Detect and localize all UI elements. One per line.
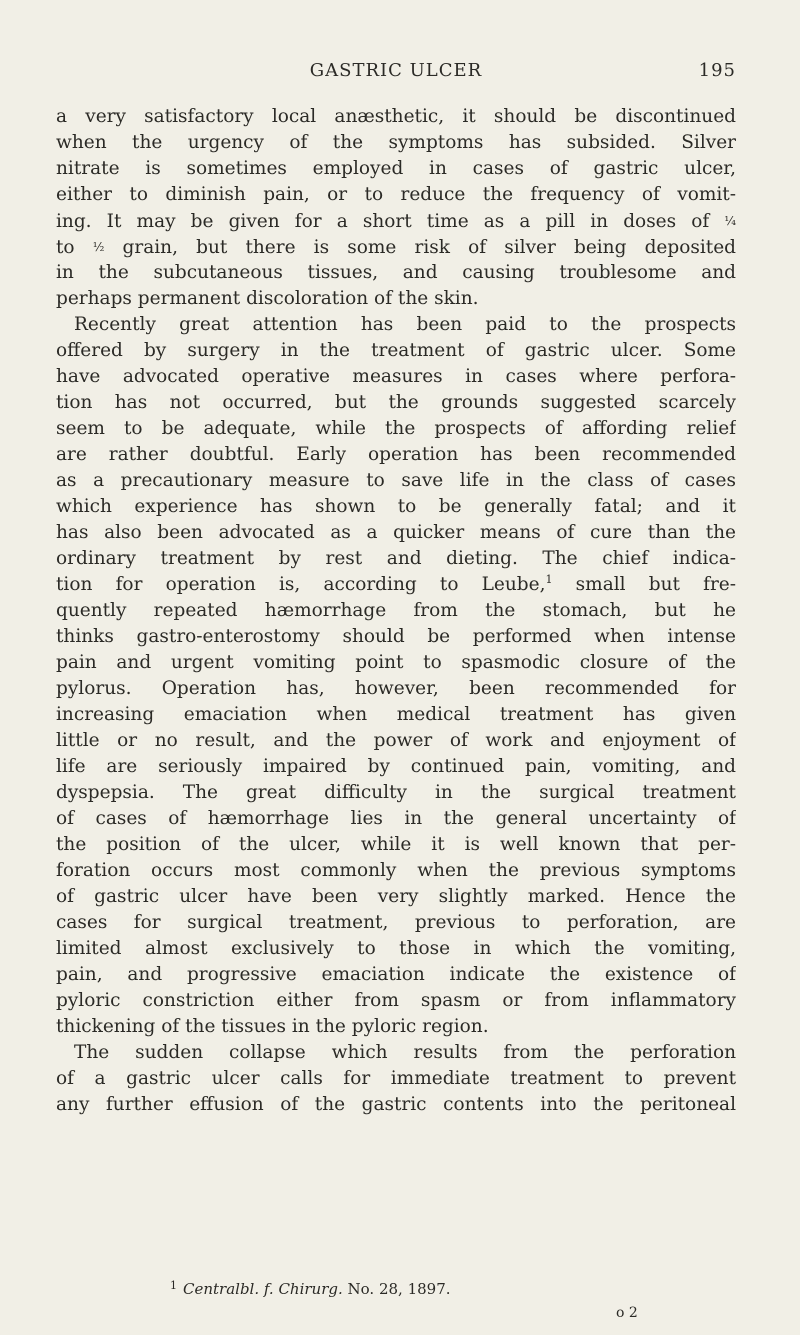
footnote-journal: Centralbl. f. Chirurg.: [183, 1280, 343, 1298]
text-line: either to diminish pain, or to reduce the frequency of vomit-: [56, 184, 736, 205]
footnote-reference: 1: [545, 572, 553, 586]
running-title: GASTRIC ULCER: [309, 60, 483, 81]
text-line: tion for operation is, according to Leube,$^1$ small but fre-: [56, 572, 736, 595]
text-line: a very satisfactory local anæsthetic, it should be discontinued: [56, 106, 736, 127]
text-line: Recently great attention has been paid to the prospects: [74, 314, 736, 335]
text-line: limited almost exclusively to those in which the vomiting,: [56, 938, 736, 959]
signature-mark: o 2: [616, 1305, 638, 1321]
text-line: the position of the ulcer, while it is well known that per-: [56, 834, 736, 855]
text-line: seem to be adequate, while the prospects of affording relief: [56, 418, 736, 439]
footnote-marker: 1: [170, 1279, 177, 1292]
text-line: nitrate is sometimes employed in cases of gastric ulcer,: [56, 158, 736, 179]
text-line: life are seriously impaired by continued pain, vomiting, and: [56, 756, 736, 777]
text-line: pyloric constriction either from spasm or from inflammatory: [56, 990, 736, 1011]
text-line: increasing emaciation when medical treatment has given: [56, 704, 736, 725]
text-line: dyspepsia. The great difficulty in the surgical treatment: [56, 782, 736, 803]
running-header: [56, 60, 736, 86]
text-line: have advocated operative measures in cases where perfora-: [56, 366, 736, 387]
text-line: pain and urgent vomiting point to spasmodic closure of the: [56, 652, 736, 673]
text-line: The sudden collapse which results from the perforation: [74, 1042, 736, 1063]
text-line: any further effusion of the gastric contents into the peritoneal: [56, 1094, 736, 1115]
text-line: as a precautionary measure to save life in the class of cases: [56, 470, 736, 491]
text-line: cases for surgical treatment, previous to perforation, are: [56, 912, 736, 933]
text-line: thickening of the tissues in the pyloric region.: [56, 1016, 489, 1037]
page-number: 195: [698, 60, 736, 81]
text-line: of gastric ulcer have been very slightly marked. Hence the: [56, 886, 736, 907]
text-line: perhaps permanent discoloration of the skin.: [56, 288, 479, 309]
text-line: thinks gastro-enterostomy should be performed when intense: [56, 626, 736, 647]
text-line: foration occurs most commonly when the previous symptoms: [56, 860, 736, 881]
body-text: [56, 104, 736, 1118]
footnote-citation: No. 28, 1897.: [347, 1280, 451, 1298]
footnote: [170, 1279, 451, 1298]
text-line: quently repeated hæmorrhage from the stomach, but he: [56, 600, 736, 621]
text-line: ordinary treatment by rest and dieting. The chief indica-: [56, 548, 736, 569]
text-line: of cases of hæmorrhage lies in the general uncertainty of: [56, 808, 736, 829]
text-line: which experience has shown to be generally fatal; and it: [56, 496, 736, 517]
text-line: pylorus. Operation has, however, been recommended for: [56, 678, 736, 699]
text-line: pain, and progressive emaciation indicate the existence of: [56, 964, 736, 985]
fraction: ½: [92, 240, 105, 254]
text-line: offered by surgery in the treatment of gastric ulcer. Some: [56, 340, 736, 361]
text-line: little or no result, and the power of work and enjoyment of: [56, 730, 736, 751]
text-line: of a gastric ulcer calls for immediate treatment to prevent: [56, 1068, 736, 1089]
text-line: ing. It may be given for a short time as a pill in doses of ¼: [56, 211, 736, 232]
text-line: has also been advocated as a quicker means of cure than the: [56, 522, 736, 543]
text-line: in the subcutaneous tissues, and causing troublesome and: [56, 262, 736, 283]
text-line: when the urgency of the symptoms has subsided. Silver: [56, 132, 736, 153]
fraction: ¼: [724, 214, 736, 228]
text-line: to ½ grain, but there is some risk of silver being deposited: [56, 237, 736, 258]
text-line: tion has not occurred, but the grounds suggested scarcely: [56, 392, 736, 413]
text-line: are rather doubtful. Early operation has been recommended: [56, 444, 736, 465]
